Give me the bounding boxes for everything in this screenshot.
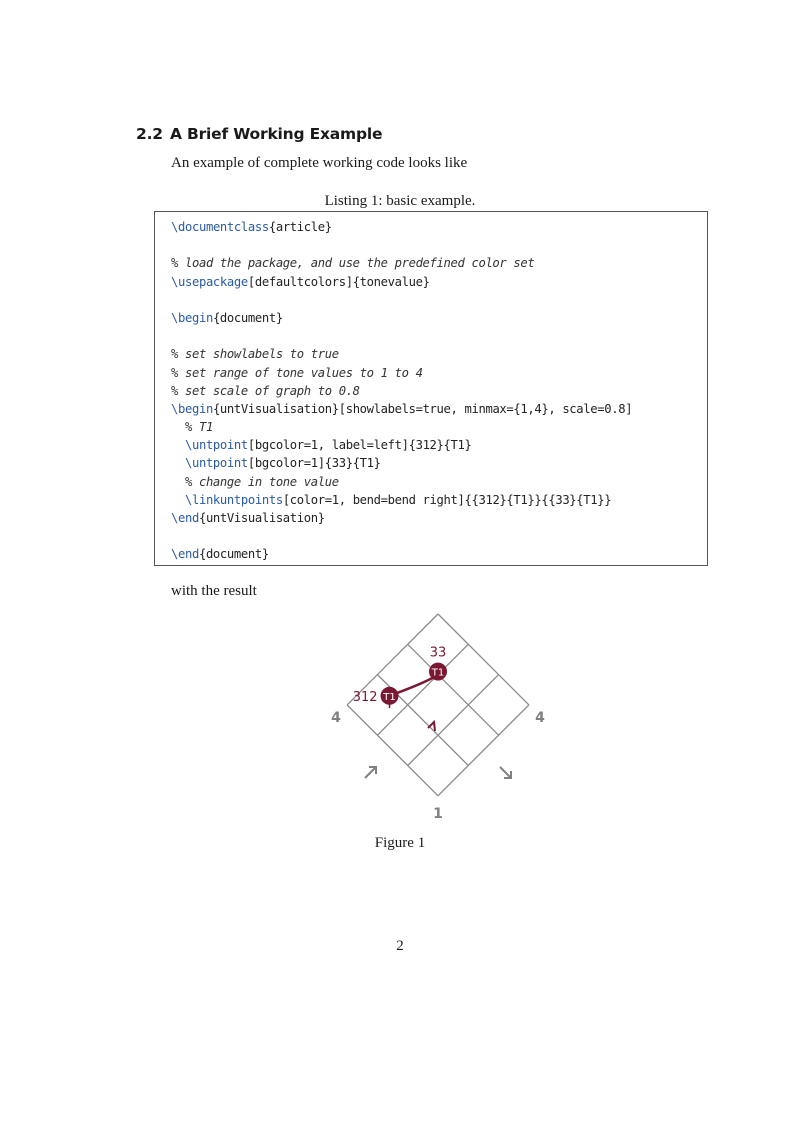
code-keyword: \untpoint (184, 456, 248, 471)
code-keyword: \linkuntpoints (184, 492, 283, 507)
code-text (171, 438, 185, 452)
code-text: {document} (198, 547, 269, 562)
code-listing (154, 211, 708, 566)
result-paragraph: with the result (171, 583, 257, 599)
link-arrowhead (428, 722, 435, 731)
code-keyword: \usepackage (171, 274, 248, 289)
tone-figure (320, 600, 560, 830)
code-comment: % set scale of graph to 0.8 (171, 383, 360, 398)
code-line (171, 382, 707, 400)
code-text: [color=1, bend=bend right]{{312}{T1}}{{33}{T1}} (282, 492, 612, 507)
code-line (171, 236, 707, 254)
code-text: {untVisualisation} (198, 511, 325, 525)
code-line (171, 291, 707, 309)
code-line (171, 218, 707, 236)
code-line (171, 491, 707, 509)
section-number: 2.2 (136, 125, 163, 143)
code-text: {article} (268, 220, 332, 234)
section-title: A Brief Working Example (170, 125, 383, 143)
code-keyword: \begin (171, 310, 213, 325)
code-line (171, 327, 707, 345)
tone-value-label: 33 (429, 645, 447, 661)
code-line (171, 436, 707, 454)
tone-point-label: T1 (431, 667, 445, 679)
grid-line (408, 675, 499, 766)
code-comment: % load the package, and use the predefined color set (171, 256, 535, 271)
code-keyword: \ (171, 220, 178, 234)
code-comment: % T1 (184, 420, 213, 435)
code-comment: % set showlabels to true (171, 347, 339, 362)
listing-caption: Listing 1: basic example. (324, 193, 476, 209)
code-line (171, 400, 707, 418)
intro-paragraph: An example of complete working code looks like (171, 155, 468, 171)
tone-marks (353, 646, 447, 731)
code-keyword: \end (171, 511, 199, 525)
code-line (171, 527, 707, 545)
code-line (171, 473, 707, 491)
code-text (171, 456, 185, 470)
axis-label-right: 4 (535, 710, 545, 726)
code-text: {untVisualisation}[showlabels=true, minmax={1,4}, scale=0.8] (212, 401, 633, 416)
grid-line (408, 644, 499, 735)
code-line (171, 364, 707, 382)
page-number: 2 (396, 938, 404, 954)
axis-label-bottom: 1 (433, 806, 443, 822)
code-keyword: documentclass (178, 220, 269, 234)
grid-line (347, 705, 438, 796)
code-text: [bgcolor=1]{33}{T1} (247, 456, 381, 471)
code-line (171, 509, 707, 527)
section-heading (136, 125, 382, 143)
code-text (171, 493, 185, 507)
code-line (171, 545, 707, 563)
code-text (171, 420, 185, 434)
code-text: {document} (212, 310, 283, 325)
code-keyword: \end (171, 547, 199, 562)
code-keyword: \untpoint (184, 438, 248, 453)
code-comment: % change in tone value (184, 474, 339, 489)
tone-grid-diagram (320, 600, 560, 830)
arrow-down-right-icon (500, 767, 511, 778)
code-line (171, 418, 707, 436)
code-text (171, 475, 185, 489)
code-line (171, 309, 707, 327)
figure-caption: Figure 1 (374, 835, 426, 851)
code-line (171, 254, 707, 272)
grid-line (438, 614, 529, 705)
tone-value-label: 312 (352, 689, 378, 705)
code-line (171, 454, 707, 472)
code-keyword: \begin (171, 401, 213, 416)
code-text: [defaultcolors]{tonevalue} (247, 274, 430, 289)
code-line (171, 273, 707, 291)
grid-line (438, 705, 529, 796)
code-text: [bgcolor=1, label=left]{312}{T1} (247, 438, 472, 453)
code-line (171, 345, 707, 363)
axis-label-left: 4 (331, 710, 341, 726)
code-comment: % set range of tone values to 1 to 4 (171, 365, 423, 380)
arrow-up-right-icon (365, 767, 376, 778)
tone-point-label: T1 (383, 691, 396, 703)
